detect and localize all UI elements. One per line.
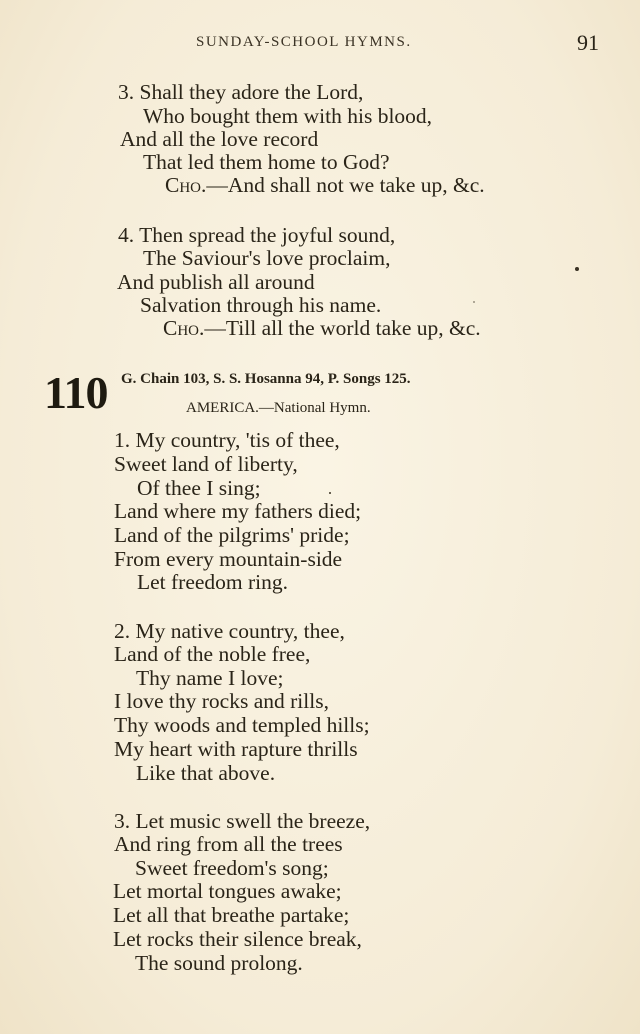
tune-reference: G. Chain 103, S. S. Hosanna 94, P. Songs 125. [121, 371, 411, 387]
verse-line: And ring from all the trees [114, 832, 343, 856]
verse-line: 1. My country, 'tis of thee, [114, 428, 340, 452]
verse-line: 3. Shall they adore the Lord, [118, 80, 364, 104]
ink-speck [329, 492, 331, 494]
verse-line: 2. My native country, thee, [114, 619, 345, 643]
verse-line: Land of the noble free, [114, 642, 311, 666]
chorus-line [165, 175, 485, 197]
chorus-label: Cho. [163, 316, 205, 340]
chorus-text: —Till all the world take up, &c. [204, 316, 481, 340]
page-number: 91 [577, 30, 599, 55]
verse-line: 4. Then spread the joyful sound, [118, 223, 396, 247]
verse-line: The sound prolong. [135, 951, 303, 975]
ink-speck [473, 301, 475, 303]
running-head: SUNDAY-SCHOOL HYMNS. [196, 34, 412, 50]
verse-line: Like that above. [136, 761, 276, 785]
ink-speck [575, 267, 579, 271]
verse-line: Salvation through his name. [140, 293, 382, 317]
verse-line: My heart with rapture thrills [114, 737, 358, 761]
chorus-label: Cho. [165, 173, 207, 197]
verse-line: Land where my fathers died; [114, 499, 362, 523]
verse-line: And all the love record [120, 127, 319, 151]
verse-line: Thy woods and templed hills; [114, 713, 370, 737]
verse-line: Sweet freedom's song; [135, 856, 329, 880]
chorus-line [163, 318, 481, 340]
verse-line: That led them home to God? [143, 150, 390, 174]
verse-line: From every mountain-side [114, 547, 343, 571]
verse-line: Who bought them with his blood, [143, 104, 433, 128]
verse-line: Let rocks their silence break, [113, 927, 362, 951]
verse-line: Let all that breathe partake; [113, 903, 350, 927]
tune-title: AMERICA.—National Hymn. [186, 400, 371, 416]
verse-line: And publish all around [117, 270, 315, 294]
verse-line: Thy name I love; [136, 666, 284, 690]
verse-line: Of thee I sing; [137, 476, 261, 500]
verse-line: I love thy rocks and rills, [114, 689, 329, 713]
verse-line: Let freedom ring. [137, 570, 289, 594]
chorus-text: —And shall not we take up, &c. [206, 173, 485, 197]
verse-line: Sweet land of liberty, [114, 452, 298, 476]
verse-line: Land of the pilgrims' pride; [114, 523, 350, 547]
verse-line: Let mortal tongues awake; [113, 879, 342, 903]
hymn-number: 110 [44, 367, 108, 418]
verse-line: The Saviour's love proclaim, [143, 246, 391, 270]
verse-line: 3. Let music swell the breeze, [114, 809, 371, 833]
